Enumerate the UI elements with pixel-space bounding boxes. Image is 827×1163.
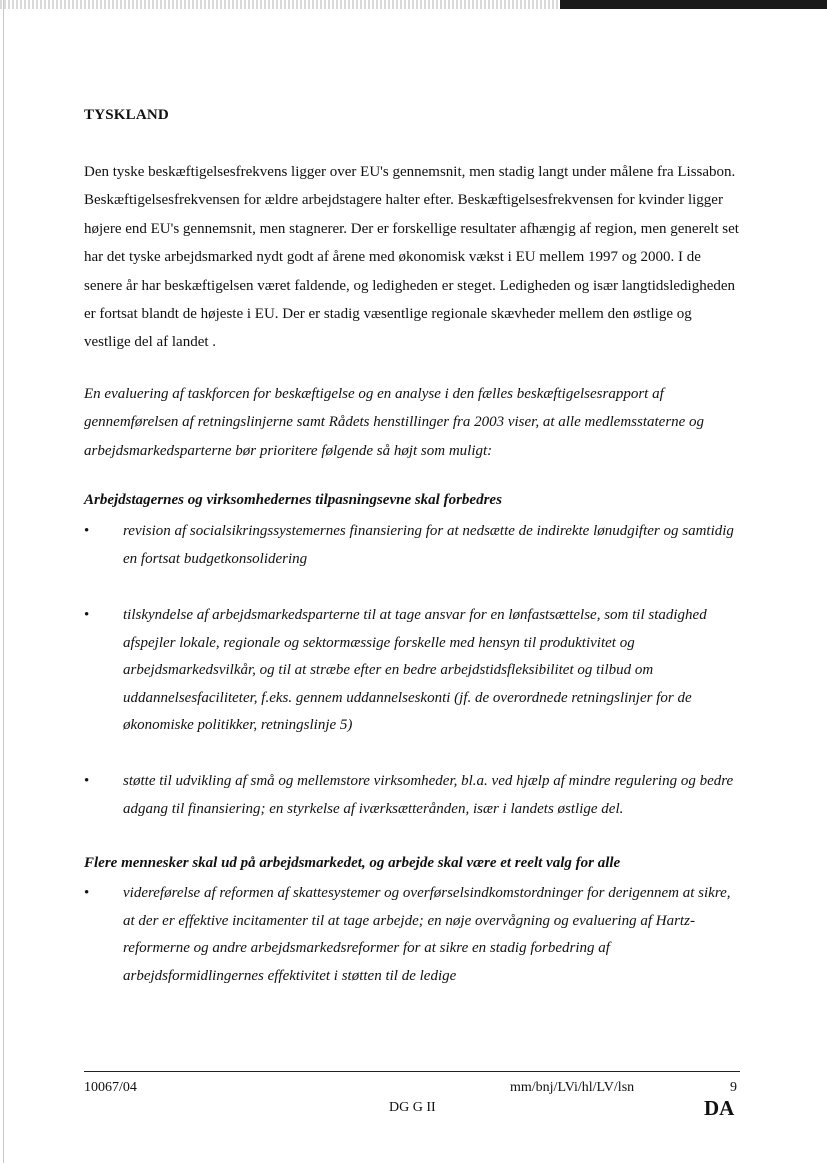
bullet-icon: •: [84, 773, 90, 789]
bullet-text: videreførelse af reformen af skattesystemer og overførselsindkomstordninger for derigennem at sikre, at der er effektive incitamenter til at tage arbejde; en nøje overvågning og evaluering af Hartz-reformerne og andre arbejdsmarkedsreformer for at sikre en stadig forbedring af arbejdsformidlingernes effektivitet i støtten til de ledige: [123, 885, 731, 984]
section-title-adaptability: Arbejdstagernes og virksomhedernes tilpasningsevne skal forbedres: [84, 492, 502, 508]
scan-artifact-left: [3, 0, 4, 1163]
list-item: [84, 880, 740, 990]
list-item: [84, 602, 740, 740]
bullet-text: revision af socialsikringssystemernes finansiering for at nedsætte de indirekte lønudgifter og samtidig en fortsat budgetkonsolidering: [123, 523, 734, 567]
bullet-text: tilskyndelse af arbejdsmarkedsparterne til at tage ansvar for en lønfastsættelse, som til stadighed afspejler lokale, regionale og sektormæssige forskelle med hensyn til produktivitet og arbejdsmarkedsvilkår, og til at stræbe efter en bedre arbejdstidsfleksibilitet og tilbud om uddannelsesfaciliteter, f.eks. gennem uddannelseskonti (jf. de overordnede retningslinjer for de økonomiske politikker, retningslinje 5): [123, 607, 707, 733]
bullet-icon: •: [84, 607, 90, 623]
list-item: [84, 768, 740, 823]
footer-department: DG G II: [389, 1100, 436, 1115]
bullet-icon: •: [84, 885, 90, 901]
bullet-icon: •: [84, 523, 90, 539]
footer-page-number: 9: [730, 1080, 737, 1095]
footer-doc-number: 10067/04: [84, 1080, 137, 1095]
footer-divider: [84, 1071, 740, 1072]
scan-artifact-top-dark: [560, 0, 827, 9]
intro-paragraph: En evaluering af taskforcen for beskæftigelse og en analyse i den fælles beskæftigelsesrapport af gennemførelsen af retningslinjerne samt Rådets henstillinger fra 2003 viser, at alle medlemsstaterne og arbejdsmarkedsparterne bør prioritere følgende så højt som muligt:: [84, 386, 705, 459]
bullet-text: støtte til udvikling af små og mellemstore virksomheder, bl.a. ved hjælp af mindre regulering og bedre adgang til finansiering; en styrkelse af iværksætterånden, især i landets østlige del.: [123, 773, 734, 817]
footer-language: DA: [704, 1096, 735, 1120]
list-item: [84, 518, 740, 573]
section-title-employment: Flere mennesker skal ud på arbejdsmarkedet, og arbejde skal være et reelt valg for alle: [84, 855, 621, 871]
footer-reference: mm/bnj/LVi/hl/LV/lsn: [510, 1080, 635, 1095]
country-heading: TYSKLAND: [84, 107, 169, 123]
body-paragraph: Den tyske beskæftigelsesfrekvens ligger over EU's gennemsnit, men stadig langt under målene fra Lissabon. Beskæftigelsesfrekvensen for ældre arbejdstagere halter efter. Beskæftigelsesfrekvensen for kvinder ligger højere end EU's gennemsnit, men stagnerer. Der er forskellige resultater afhængig af region, men generelt set har det tyske arbejdsmarked nydt godt af årene med økonomisk vækst i EU mellem 1997 og 2000. I de senere år har beskæftigelsen været faldende, og ledigheden er steget. Ledigheden og især langtidsledigheden er fortsat blandt de højeste i EU. Der er stadig væsentlige regionale skævheder mellem den østlige og vestlige del af landet .: [84, 164, 739, 351]
